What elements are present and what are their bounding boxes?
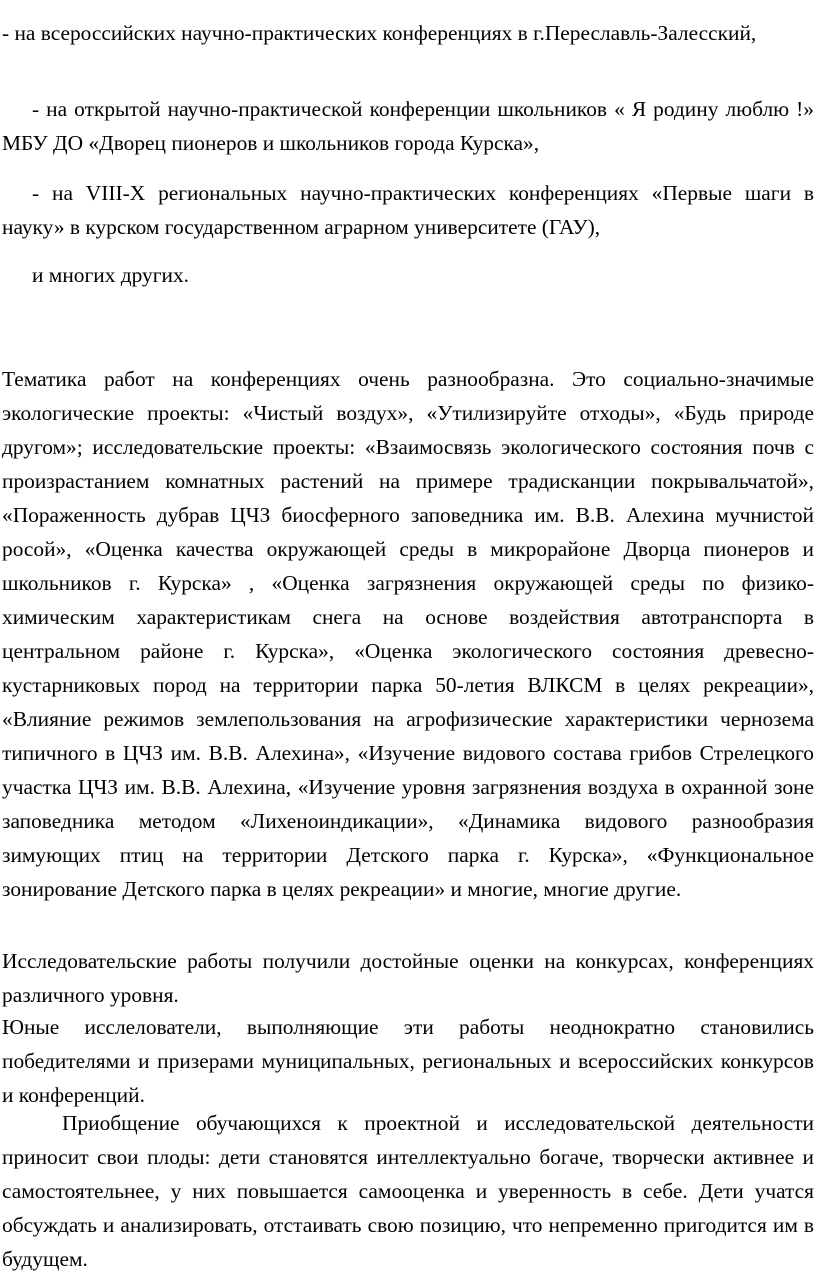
results-paragraph: Исследовательские работы получили достойные оценки на конкурсах, конференциях различного уровня. [2, 949, 814, 1007]
conference-item-pereslavl: - на всероссийских научно-практических конференциях в г.Переславль-Залесский, [2, 21, 757, 45]
conference-item-gau: - на VIII-X региональных научно-практических конференциях «Первые шаги в науку» в курском государственном аграрном университете (ГАУ), [2, 181, 814, 239]
conference-item-kursk-palace: - на открытой научно-практической конференции школьников « Я родину люблю !» МБУ ДО «Дворец пионеров и школьников города Курска», [2, 97, 814, 155]
conference-item-others: и многих других. [32, 263, 189, 287]
topics-paragraph: Тематика работ на конференциях очень разнообразна. Это социально-значимые экологические проекты: «Чистый воздух», «Утилизируйте отходы», «Будь природе другом»; исследовательские проекты: «Взаимосвязь экологического состояния почв с произрастанием комнатных растений на примере традисканции покрывальчатой», «Пораженность дубрав ЦЧЗ биосферного заповедника им. В.В. Алехина мучнистой росой», «Оценка качества окружающей среды в микрорайоне Дворца пионеров и школьников г. Курска» , «Оценка загрязнения окружающей среды по физико-химическим характеристикам снега на основе воздействия автотранспорта в центральном районе г. Курска», «Оценка экологического состояния древесно-кустарниковых пород на территории парка 50-летия ВЛКСМ в целях рекреации», «Влияние режимов землепользования на агрофизические характеристики чернозема типичного в ЦЧЗ им. В.В. Алехина», «Изучение видового состава грибов Стрелецкого участка ЦЧЗ им. В.В. Алехина, «Изучение уровня загрязнения воздуха в охранной зоне заповедника методом «Лихеноиндикации», «Динамика видового разнообразия зимующих птиц на территории Детского парка г. Курска», «Функциональное зонирование Детского парка в целях рекреации» и многие, многие другие. [2, 367, 814, 901]
conclusion-paragraph: Приобщение обучающихся к проектной и исследовательской деятельности приносит свои плоды: дети становятся интеллектуально богаче, творчески активнее и самостоятельнее, у них повышается самооценка и уверенность в себе. Дети учатся обсуждать и анализировать, отстаивать свою позицию, что непременно пригодится им в будущем. [2, 1111, 814, 1271]
winners-paragraph: Юные исслелователи, выполняющие эти работы неоднократно становились победителями и призерами муниципальных, региональных и всероссийских конкурсов и конференций. [2, 1015, 814, 1107]
